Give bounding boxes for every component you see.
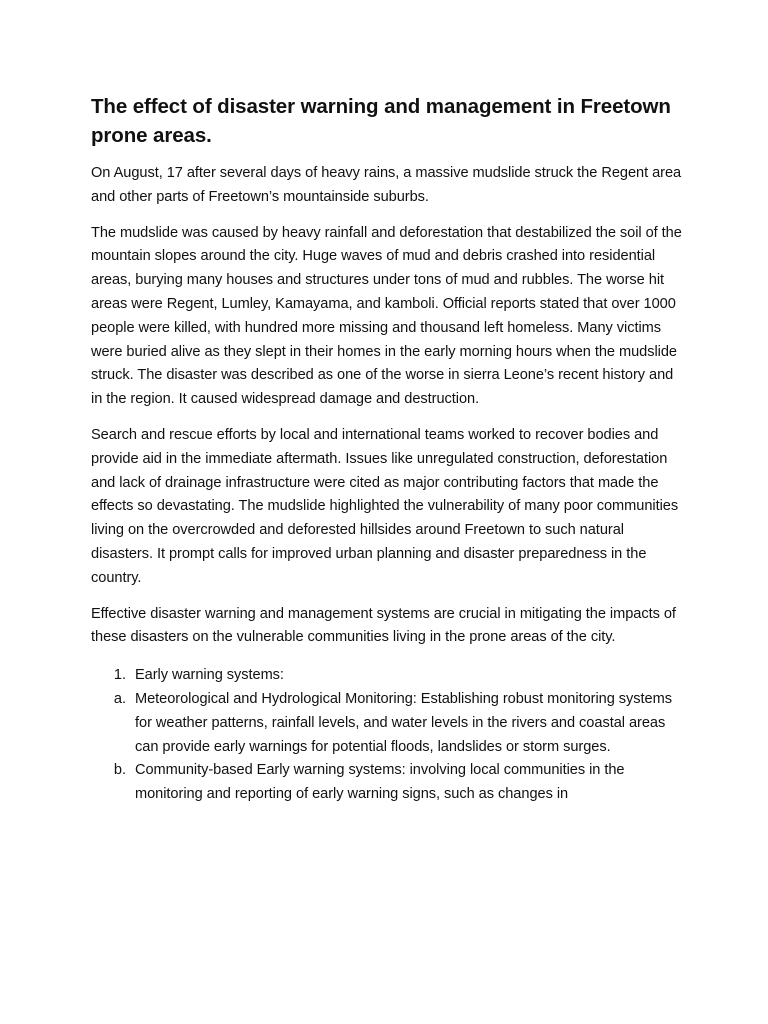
list-item [91,688,683,759]
list-item [91,664,683,688]
list-marker: b. [113,762,126,779]
list-item [91,759,683,807]
document-title: The effect of disaster warning and management in Freetown prone areas. [91,95,671,147]
warning-systems-list [91,664,683,807]
list-marker: a. [113,690,126,707]
list-item-text: Community-based Early warning systems: involving local communities in the monitoring and reporting of early warning signs, such as changes in [135,762,625,803]
paragraph-causes: The mudslide was caused by heavy rainfall and deforestation that destabilized the soil of the mountain slopes around the city. Huge waves of mud and debris crashed into residential areas, burying many houses and structures under tons of mud and rubbles. The worse hit areas were Regent, Lumley, Kamayama, and kamboli. Official reports stated that over 1000 people were killed, with hundred more missing and thousand left homeless. Many victims were buried alive as they slept in their homes in the early morning hours when the mudslide struck. The disaster was described as one of the worse in sierra Leone’s recent history and in the region. It caused widespread damage and destruction. [91,224,682,408]
paragraph-systems: Effective disaster warning and management systems are crucial in mitigating the impacts of these disasters on the vulnerable communities living in the prone areas of the city. [91,605,676,646]
list-marker: 1. [113,667,126,684]
list-item-text: Early warning systems: [135,667,284,684]
document-body [91,92,683,807]
paragraph-rescue: Search and rescue efforts by local and international teams worked to recover bodies and provide aid in the immediate aftermath. Issues like unregulated construction, deforestation and lack of drainage infrastructure were cited as major contributing factors that made the effects so devastating. The mudslide highlighted the vulnerability of many poor communities living on the overcrowded and deforested hillsides around Freetown to such natural disasters. It prompt calls for improved urban planning and disaster preparedness in the country. [91,426,679,586]
list-item-text: Meteorological and Hydrological Monitoring: Establishing robust monitoring systems for weather patterns, rainfall levels, and water levels in the rivers and coastal areas can provide early warnings for potential floods, landslides or storm surges. [135,690,672,755]
paragraph-intro: On August, 17 after several days of heavy rains, a massive mudslide struck the Regent area and other parts of Freetown’s mountainside suburbs. [91,165,682,205]
